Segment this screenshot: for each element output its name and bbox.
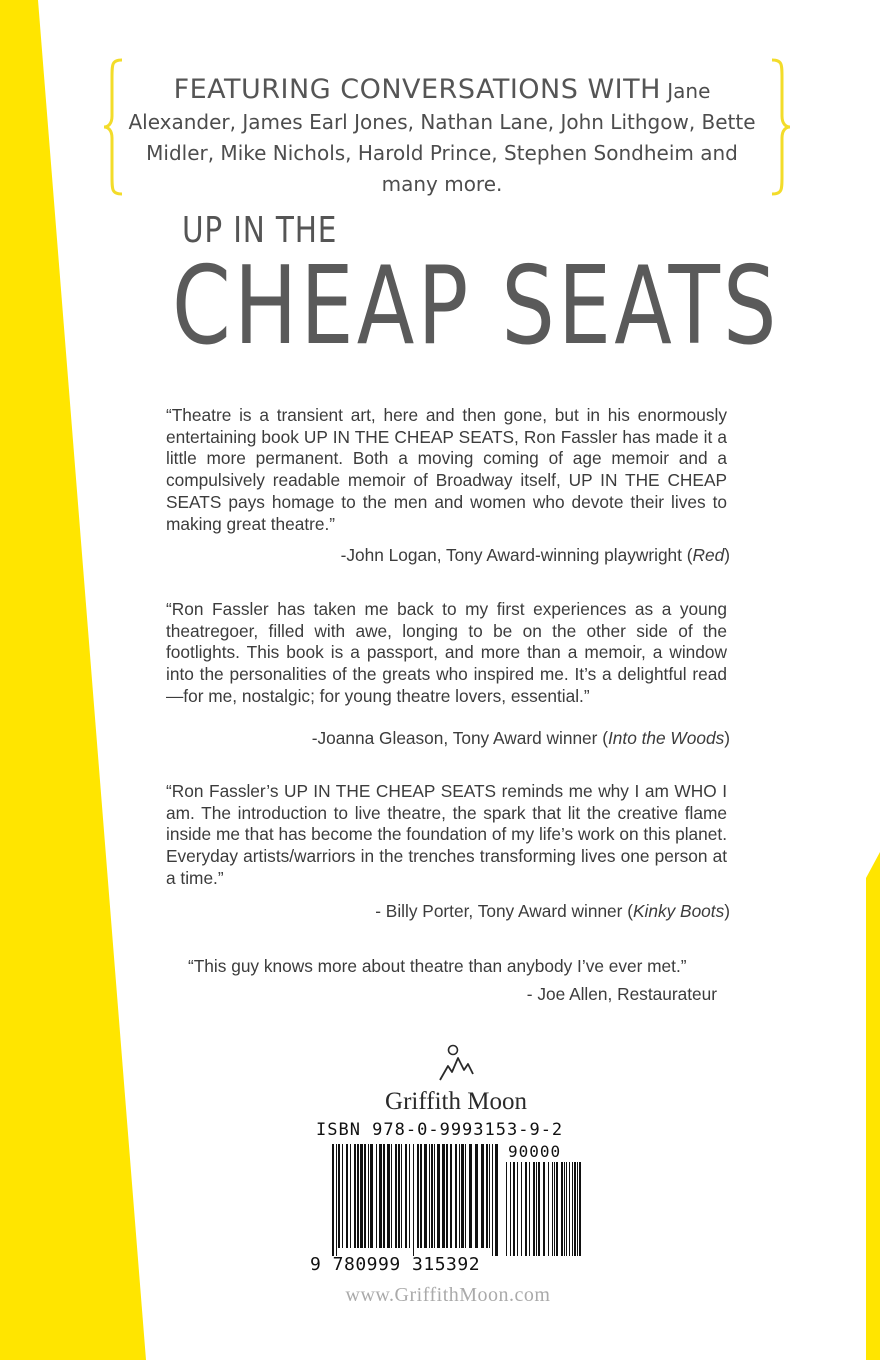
barcode-bar — [434, 1144, 435, 1248]
attribution-logan: -John Logan, Tony Award-winning playwright (Red) — [340, 545, 730, 565]
barcode-bar — [417, 1144, 419, 1248]
barcode-bar — [459, 1144, 460, 1248]
barcode-bar — [401, 1144, 402, 1248]
addon-bar — [577, 1162, 578, 1256]
barcode-bar — [465, 1144, 466, 1248]
barcode-bar — [354, 1144, 356, 1248]
barcode-bar — [486, 1144, 488, 1248]
barcode-bar — [492, 1144, 493, 1256]
barcode-bar — [429, 1144, 430, 1248]
barcode-bar — [360, 1144, 363, 1248]
website-url: www.GriffithMoon.com — [345, 1284, 551, 1306]
featuring-block — [128, 74, 756, 200]
barcode-bar — [357, 1144, 359, 1248]
addon-bar — [552, 1162, 553, 1256]
barcode-bar — [437, 1144, 440, 1248]
addon-digits: 90000 — [508, 1142, 562, 1161]
attribution-gleason: -Joanna Gleason, Tony Award winner (Into the Woods) — [311, 728, 730, 748]
barcode-bar — [391, 1144, 392, 1248]
barcode-bar — [455, 1144, 457, 1248]
barcode-bar — [368, 1144, 369, 1248]
barcode-bar — [405, 1144, 407, 1248]
addon-bar — [554, 1162, 555, 1256]
barcode-bar — [398, 1144, 400, 1248]
barcode-bar — [332, 1144, 334, 1256]
addon-bar — [536, 1162, 537, 1256]
title-top: UP IN THE — [182, 210, 338, 251]
barcode-bar — [420, 1144, 422, 1248]
addon-bar — [521, 1162, 522, 1256]
addon-bar — [525, 1162, 527, 1256]
barcode-bar — [475, 1144, 478, 1248]
barcode-bar — [413, 1144, 414, 1256]
publisher-name: Griffith Moon — [385, 1088, 527, 1115]
addon-bar — [513, 1162, 515, 1256]
addon-bar — [529, 1162, 530, 1256]
ean-digits: 9 780999 315392 — [310, 1254, 481, 1275]
barcode-bar — [469, 1144, 472, 1248]
barcode-bar — [424, 1144, 427, 1248]
barcode-bar — [481, 1144, 484, 1248]
barcode-bar — [383, 1144, 385, 1248]
addon-bar — [538, 1162, 540, 1256]
barcode-bars — [310, 1140, 590, 1258]
isbn-label: ISBN 978-0-9993153-9-2 — [316, 1120, 564, 1140]
addon-bar — [517, 1162, 518, 1256]
quote-porter: “Ron Fassler’s UP IN THE CHEAP SEATS reminds me why I am WHO I am. The introduction to live theatre, the spark that lit the creative flame inside me that has become the foundation of my life’s work on this planet. Everyday artists/warriors in the trenches transforming lives one person at a time.” — [166, 781, 727, 888]
barcode-bar — [461, 1144, 464, 1248]
barcode-bar — [336, 1144, 337, 1256]
quote-allen: “This guy knows more about theatre than anybody I’ve ever met.” — [188, 956, 687, 976]
barcode-bar — [364, 1144, 366, 1248]
barcode-bar — [370, 1144, 373, 1248]
barcode-bar — [495, 1144, 498, 1256]
mountain-moon-logo-icon — [436, 1040, 476, 1084]
attribution-porter: - Billy Porter, Tony Award winner (Kinky Boots) — [375, 901, 730, 921]
barcode-bar — [338, 1144, 340, 1248]
addon-bar — [543, 1162, 545, 1256]
addon-bar — [556, 1162, 558, 1256]
barcode-bar — [346, 1144, 348, 1248]
addon-bar — [510, 1162, 511, 1256]
attribution-allen: - Joe Allen, Restaurateur — [526, 984, 717, 1004]
barcode-bar — [446, 1144, 448, 1248]
title-main: CHEAP SEATS — [172, 244, 780, 369]
featuring-lead: FEATURING CONVERSATIONS WITH — [173, 74, 661, 105]
barcode-bar — [442, 1144, 445, 1248]
addon-bar — [564, 1162, 565, 1256]
barcode-bar — [431, 1144, 433, 1248]
addon-bar — [533, 1162, 535, 1256]
addon-bar — [579, 1162, 581, 1256]
right-brace-icon — [770, 58, 792, 196]
barcode-bar — [350, 1144, 351, 1248]
barcode-bar — [395, 1144, 397, 1248]
addon-bar — [572, 1162, 573, 1256]
addon-bar — [548, 1162, 549, 1256]
barcode-bar — [342, 1144, 343, 1248]
addon-bar — [506, 1162, 507, 1256]
barcode-bar — [387, 1144, 390, 1248]
left-brace-icon — [102, 58, 124, 196]
barcode-bar — [409, 1144, 410, 1248]
addon-bar — [574, 1162, 576, 1256]
barcode-bar — [489, 1144, 490, 1248]
quote-logan: “Theatre is a transient art, here and then gone, but in his enormously entertaining book UP IN THE CHEAP SEATS, Ron Fassler has made it a little more permanent. Both a moving coming of age memoir and a compulsively readable memoir of Broadway itself, UP IN THE CHEAP SEATS pays homage to the men and women who devote their lives to making great theatre.” — [166, 405, 727, 534]
addon-bar — [566, 1162, 567, 1256]
barcode-bar — [450, 1144, 452, 1248]
addon-bar — [569, 1162, 570, 1256]
barcode — [310, 1118, 590, 1278]
featuring-names: Jane Alexander, James Earl Jones, Nathan Lane, John Lithgow, Bette Midler, Mike Nichols, Harold Prince, Stephen Sondheim and many more. — [128, 79, 756, 196]
barcode-bar — [376, 1144, 377, 1248]
addon-bar — [561, 1162, 563, 1256]
barcode-bar — [379, 1144, 382, 1248]
quote-gleason: “Ron Fassler has taken me back to my first experiences as a young theatregoer, filled with awe, longing to be on the other side of the footlights. This book is a passport, and more than a memoir, a window into the personalities of the greats who inspired me. It’s a delightful read—for me, nostalgic; for young theatre lovers, essential.” — [166, 599, 727, 706]
